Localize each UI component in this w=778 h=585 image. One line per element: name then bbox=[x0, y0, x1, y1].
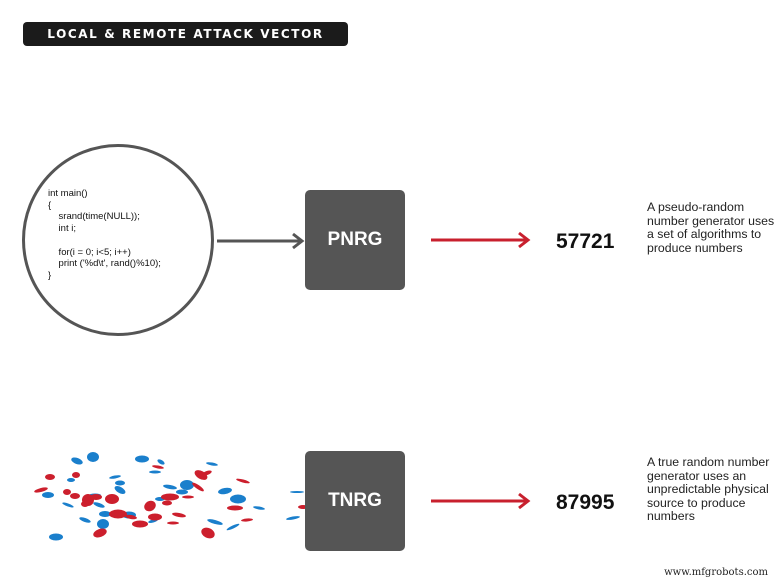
tnrg-box bbox=[305, 451, 405, 551]
pnrg-box bbox=[305, 190, 405, 290]
diagram-title: LOCAL & REMOTE ATTACK VECTOR bbox=[47, 27, 324, 41]
code-line: int main() bbox=[48, 188, 88, 199]
arrow-right-icon bbox=[216, 232, 306, 250]
pnrg-label: PNRG bbox=[327, 229, 383, 250]
arrow-right-icon bbox=[430, 492, 532, 510]
code-line bbox=[48, 235, 161, 247]
tnrg-description: A true random number generator uses an unpredictable physical source to produce numbers bbox=[647, 455, 770, 524]
code-line: srand(time(NULL)); bbox=[48, 211, 140, 223]
code-line: { bbox=[48, 199, 52, 211]
code-line: int i; bbox=[48, 223, 76, 235]
code-line: } bbox=[48, 269, 52, 281]
code-line: for(i = 0; i<5; i++) bbox=[48, 246, 131, 258]
watermark: www.mfgrobots.com bbox=[664, 567, 768, 578]
arrow-right-icon bbox=[430, 231, 532, 249]
pnrg-description: A pseudo-random number generator uses a set of algorithms to produce numbers bbox=[647, 200, 775, 255]
title-bar bbox=[23, 22, 348, 46]
particle-scatter bbox=[25, 445, 305, 545]
code-line: print ('%d\t', rand()%10); bbox=[48, 258, 161, 270]
pnrg-output-number: 57721 bbox=[556, 230, 615, 253]
tnrg-label: TNRG bbox=[328, 490, 382, 511]
code-snippet bbox=[48, 188, 161, 282]
tnrg-output-number: 87995 bbox=[556, 491, 615, 514]
